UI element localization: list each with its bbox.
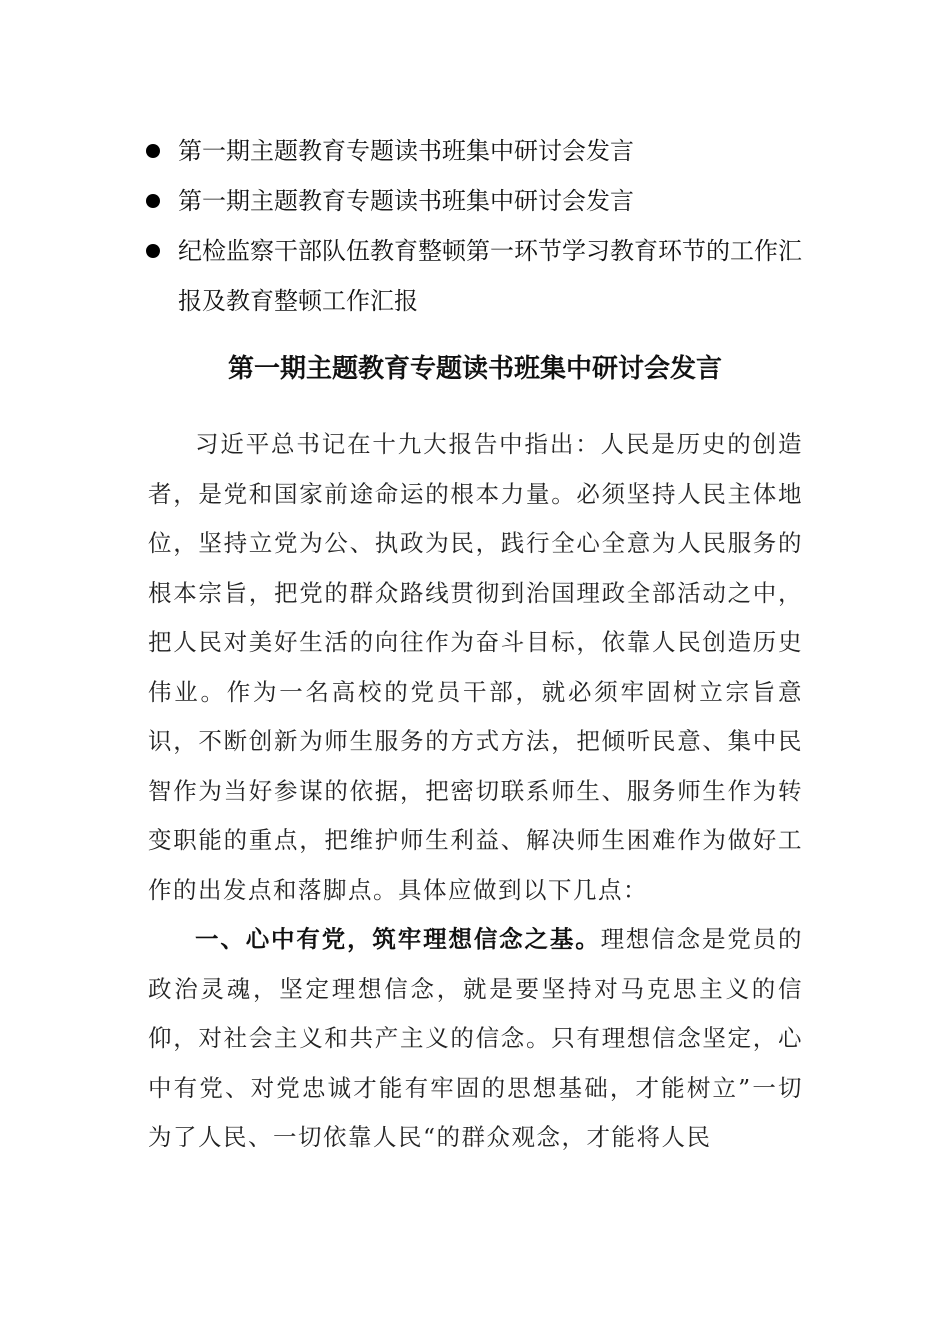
related-article-item[interactable]	[144, 226, 824, 326]
related-article-title[interactable]: 纪检监察干部队伍教育整顿第一环节学习教育环节的工作汇报及教育整顿工作汇报	[178, 237, 802, 315]
related-articles-list	[144, 126, 824, 326]
related-article-item[interactable]	[144, 126, 824, 176]
related-article-title[interactable]: 第一期主题教育专题读书班集中研讨会发言	[178, 137, 634, 165]
related-article-item[interactable]	[144, 176, 824, 226]
document-title: 第一期主题教育专题读书班集中研讨会发言	[227, 354, 722, 384]
section-heading: 一、心中有党，筑牢理想信念之基。	[195, 925, 601, 953]
section-text: 理想信念是党员的政治灵魂，坚定理想信念，就是要坚持对马克思主义的信仰，对社会主义和共产主义的信念。只有理想信念坚定，心中有党、对党忠诚才能有牢固的思想基础，才能树立”一切为了人民、一切依靠人民“的群众观念，才能将人民	[148, 925, 804, 1151]
body-paragraph	[148, 915, 803, 1163]
bullet-icon	[146, 144, 160, 158]
document-body	[148, 420, 803, 1163]
body-paragraph: 习近平总书记在十九大报告中指出：人民是历史的创造者，是党和国家前途命运的根本力量。必须坚持人民主体地位，坚持立党为公、执政为民，践行全心全意为人民服务的根本宗旨，把党的群众路线贯彻到治国理政全部活动之中，把人民对美好生活的向往作为奋斗目标，依靠人民创造历史伟业。作为一名高校的党员干部，就必须牢固树立宗旨意识，不断创新为师生服务的方式方法，把倾听民意、集中民智作为当好参谋的依据，把密切联系师生、服务师生作为转变职能的重点，把维护师生利益、解决师生困难作为做好工作的出发点和落脚点。具体应做到以下几点：	[148, 430, 803, 904]
bullet-icon	[146, 244, 160, 258]
bullet-icon	[146, 194, 160, 208]
related-article-title[interactable]: 第一期主题教育专题读书班集中研讨会发言	[178, 187, 634, 215]
